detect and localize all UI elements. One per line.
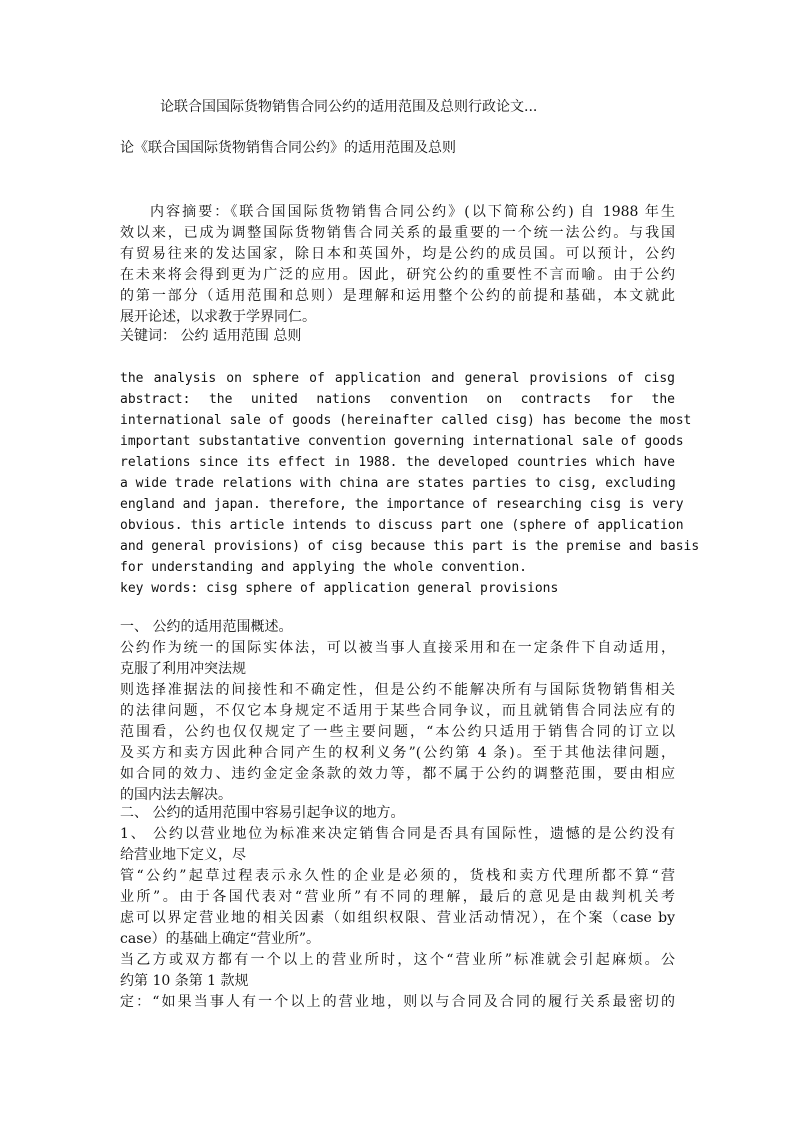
abstract-cn-line: 效以来，已成为调整国际货物销售合同关系的最重要的一个统一法公约。与我国 <box>120 225 675 241</box>
body-line: 1、 公约以营业地位为标准来决定销售合同是否具有国际性，遗憾的是公约没有 <box>120 826 675 842</box>
body-line: 给营业地下定义，尽 <box>120 847 246 863</box>
abstract-en-line: international sale of goods (hereinafter called cisg) has become the most <box>120 413 692 428</box>
abstract-en-line: the analysis on sphere of application and general provisions of cisg <box>120 371 675 386</box>
abstract-en-line: important substantative convention governing international sale of goods <box>120 434 684 449</box>
abstract-cn-line: 内容摘要：《联合国国际货物销售合同公约》(以下简称公约) 自 1988 年生 <box>150 204 675 220</box>
body-line: 范围看，公约也仅仅规定了一些主要问题，“本公约只适用于销售合同的订立以 <box>120 724 675 740</box>
abstract-cn-line: 展开论述，以求教于学界同仁。 <box>120 309 316 325</box>
body-line: 当乙方或双方都有一个以上的营业所时，这个“营业所”标准就会引起麻烦。公 <box>120 952 675 968</box>
abstract-en-line: obvious. this article intends to discuss part one (sphere of application <box>120 518 684 533</box>
document-title: 论联合国国际货物销售合同公约的适用范围及总则行政论文... <box>160 99 538 115</box>
body-line: 及买方和卖方因此种合同产生的权利义务”(公约第 4 条)。至于其他法律问题， <box>120 745 675 761</box>
abstract-en-line: for understanding and applying the whole convention. <box>120 560 527 575</box>
abstract-en-line: abstract: the united nations convention on contracts for the <box>120 392 675 407</box>
abstract-en-line: england and japan. therefore, the importance of researching cisg is very <box>120 497 684 512</box>
abstract-cn-line: 在未来将会得到更为广泛的应用。因此，研究公约的重要性不言而喻。由于公约 <box>120 267 675 283</box>
body-line: 的国内法去解决。 <box>120 787 232 803</box>
body-line: 克服了利用冲突法规 <box>120 661 246 677</box>
section-heading: 一、 公约的适用范围概述。 <box>120 619 293 635</box>
abstract-cn-line: 的第一部分（适用范围和总则）是理解和运用整个公约的前提和基础，本文就此 <box>120 288 675 304</box>
abstract-cn-line: 有贸易往来的发达国家，除日本和英国外，均是公约的成员国。可以预计，公约 <box>120 246 675 262</box>
body-line: 如合同的效力、违约金定金条款的效力等，都不属于公约的调整范围，要由相应 <box>120 766 675 782</box>
abstract-en-line: relations since its effect in 1988. the developed countries which have <box>120 455 675 470</box>
article-title: 论《联合国国际货物销售合同公约》的适用范围及总则 <box>120 140 456 156</box>
body-line: 管“公约”起草过程表示永久性的企业是必须的，货栈和卖方代理所都不算“营 <box>120 868 675 884</box>
abstract-en-line: a wide trade relations with china are states parties to cisg, excluding <box>120 476 676 491</box>
body-line: 业所”。由于各国代表对“营业所”有不同的理解，最后的意见是由裁判机关考 <box>120 889 675 905</box>
body-line: case）的基础上确定“营业所”。 <box>120 931 320 947</box>
body-line: 约第 10 条第 1 款规 <box>120 973 249 989</box>
body-line: 则选择准据法的间接性和不确定性，但是公约不能解决所有与国际货物销售相关 <box>120 682 675 698</box>
keywords-cn: 关键词： 公约 适用范围 总则 <box>120 328 302 344</box>
abstract-en-line: and general provisions) of cisg because this part is the premise and basis <box>120 539 700 554</box>
body-line: 定：“如果当事人有一个以上的营业地，则以与合同及合同的履行关系最密切的 <box>120 994 675 1010</box>
body-line: 的法律问题，不仅它本身规定不适用于某些合同争议，而且就销售合同法应有的 <box>120 703 675 719</box>
section-heading: 二、 公约的适用范围中容易引起争议的地方。 <box>120 805 405 821</box>
body-line: 虑可以界定营业地的相关因素（如组织权限、营业活动情况），在个案（case by <box>120 910 675 926</box>
body-line: 公约作为统一的国际实体法，可以被当事人直接采用和在一定条件下自动适用， <box>120 640 675 656</box>
keywords-en: key words: cisg sphere of application general provisions <box>120 581 559 596</box>
